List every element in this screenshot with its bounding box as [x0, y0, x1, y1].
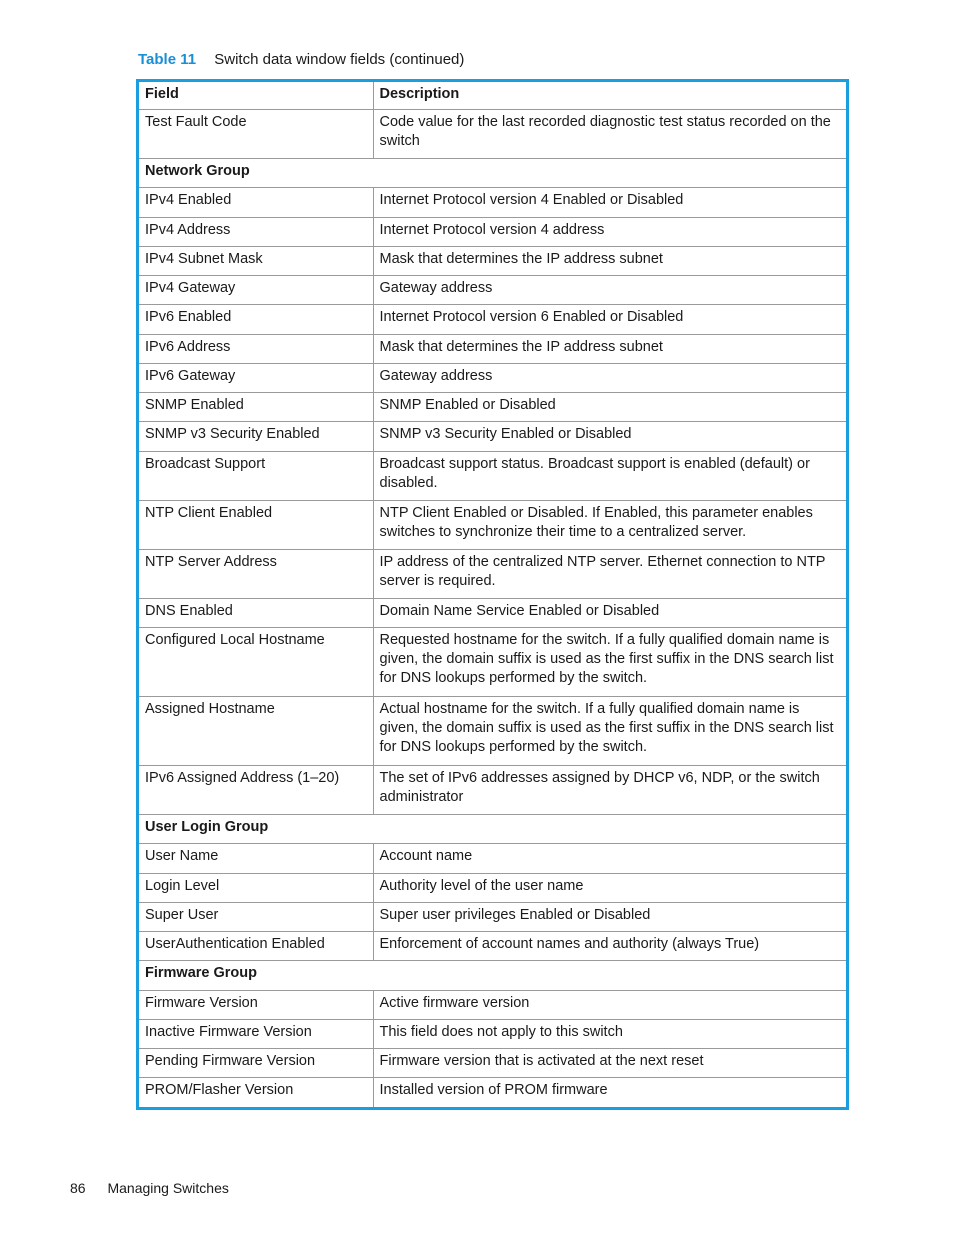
table-row	[139, 1019, 846, 1048]
field-cell: Test Fault Code	[139, 110, 373, 159]
table-row	[139, 217, 846, 246]
table-row	[139, 844, 846, 873]
description-cell: Internet Protocol version 4 Enabled or Disabled	[373, 188, 846, 217]
description-cell: Code value for the last recorded diagnostic test status recorded on the switch	[373, 110, 846, 159]
field-cell: NTP Client Enabled	[139, 500, 373, 549]
field-cell: IPv6 Address	[139, 334, 373, 363]
table-caption-title: Switch data window fields (continued)	[214, 51, 465, 68]
description-cell: SNMP v3 Security Enabled or Disabled	[373, 422, 846, 451]
description-cell: Mask that determines the IP address subnet	[373, 246, 846, 275]
table-row	[139, 549, 846, 598]
description-cell: Installed version of PROM firmware	[373, 1078, 846, 1107]
field-cell: IPv6 Gateway	[139, 363, 373, 392]
table-row	[139, 334, 846, 363]
table-row	[139, 990, 846, 1019]
description-cell: Gateway address	[373, 276, 846, 305]
field-cell: Assigned Hostname	[139, 697, 373, 766]
field-cell: Login Level	[139, 873, 373, 902]
column-header-description: Description	[373, 82, 846, 110]
footer-section-title: Managing Switches	[107, 1180, 229, 1196]
table-row	[139, 697, 846, 766]
table-row	[139, 873, 846, 902]
field-cell: IPv6 Assigned Address (1–20)	[139, 766, 373, 815]
description-cell: Broadcast support status. Broadcast support is enabled (default) or disabled.	[373, 451, 846, 500]
group-heading: User Login Group	[139, 815, 846, 844]
field-cell: IPv4 Enabled	[139, 188, 373, 217]
table-row	[139, 902, 846, 931]
page-footer	[70, 1180, 229, 1196]
field-cell: NTP Server Address	[139, 549, 373, 598]
table-row	[139, 1049, 846, 1078]
description-cell: IP address of the centralized NTP server. Ethernet connection to NTP server is required.	[373, 549, 846, 598]
table-row	[139, 628, 846, 697]
table-row	[139, 422, 846, 451]
table-row	[139, 305, 846, 334]
table-caption	[138, 51, 464, 68]
table-row	[139, 932, 846, 961]
description-cell: Active firmware version	[373, 990, 846, 1019]
table-header-row	[139, 82, 846, 110]
field-cell: Pending Firmware Version	[139, 1049, 373, 1078]
description-cell: Mask that determines the IP address subnet	[373, 334, 846, 363]
table-row	[139, 110, 846, 159]
field-cell: Configured Local Hostname	[139, 628, 373, 697]
field-cell: SNMP Enabled	[139, 393, 373, 422]
description-cell: Gateway address	[373, 363, 846, 392]
table-row	[139, 500, 846, 549]
description-cell: Super user privileges Enabled or Disabled	[373, 902, 846, 931]
table-row	[139, 276, 846, 305]
column-header-field: Field	[139, 82, 373, 110]
field-cell: UserAuthentication Enabled	[139, 932, 373, 961]
field-cell: Inactive Firmware Version	[139, 1019, 373, 1048]
description-cell: Domain Name Service Enabled or Disabled	[373, 598, 846, 627]
table-row	[139, 598, 846, 627]
page-number: 86	[70, 1180, 86, 1196]
description-cell: Firmware version that is activated at the next reset	[373, 1049, 846, 1078]
table-caption-label: Table 11	[138, 51, 197, 68]
field-cell: DNS Enabled	[139, 598, 373, 627]
field-cell: Broadcast Support	[139, 451, 373, 500]
group-heading: Firmware Group	[139, 961, 846, 990]
description-cell: Account name	[373, 844, 846, 873]
table-row	[139, 1078, 846, 1107]
description-cell: This field does not apply to this switch	[373, 1019, 846, 1048]
table-group-row	[139, 159, 846, 188]
description-cell: Requested hostname for the switch. If a fully qualified domain name is given, the domain suffix is used as the first suffix in the DNS search list for DNS lookups performed by the switch.	[373, 628, 846, 697]
field-cell: IPv6 Enabled	[139, 305, 373, 334]
description-cell: The set of IPv6 addresses assigned by DHCP v6, NDP, or the switch administrator	[373, 766, 846, 815]
table-row	[139, 451, 846, 500]
switch-data-fields-table	[139, 82, 846, 1107]
table-body	[139, 110, 846, 1108]
table-group-row	[139, 961, 846, 990]
field-cell: SNMP v3 Security Enabled	[139, 422, 373, 451]
description-cell: Internet Protocol version 6 Enabled or Disabled	[373, 305, 846, 334]
field-cell: Super User	[139, 902, 373, 931]
description-cell: Actual hostname for the switch. If a fully qualified domain name is given, the domain suffix is used as the first suffix in the DNS search list for DNS lookups performed by the switch.	[373, 697, 846, 766]
table-row	[139, 766, 846, 815]
field-cell: IPv4 Subnet Mask	[139, 246, 373, 275]
table-row	[139, 188, 846, 217]
group-heading: Network Group	[139, 159, 846, 188]
description-cell: NTP Client Enabled or Disabled. If Enabled, this parameter enables switches to synchronize their time to a centralized server.	[373, 500, 846, 549]
description-cell: Authority level of the user name	[373, 873, 846, 902]
table-row	[139, 393, 846, 422]
description-cell: Internet Protocol version 4 address	[373, 217, 846, 246]
field-cell: Firmware Version	[139, 990, 373, 1019]
field-cell: IPv4 Address	[139, 217, 373, 246]
field-cell: IPv4 Gateway	[139, 276, 373, 305]
description-cell: SNMP Enabled or Disabled	[373, 393, 846, 422]
table-group-row	[139, 815, 846, 844]
field-cell: PROM/Flasher Version	[139, 1078, 373, 1107]
table-row	[139, 246, 846, 275]
table-row	[139, 363, 846, 392]
description-cell: Enforcement of account names and authority (always True)	[373, 932, 846, 961]
switch-data-fields-table-frame	[136, 79, 849, 1110]
field-cell: User Name	[139, 844, 373, 873]
